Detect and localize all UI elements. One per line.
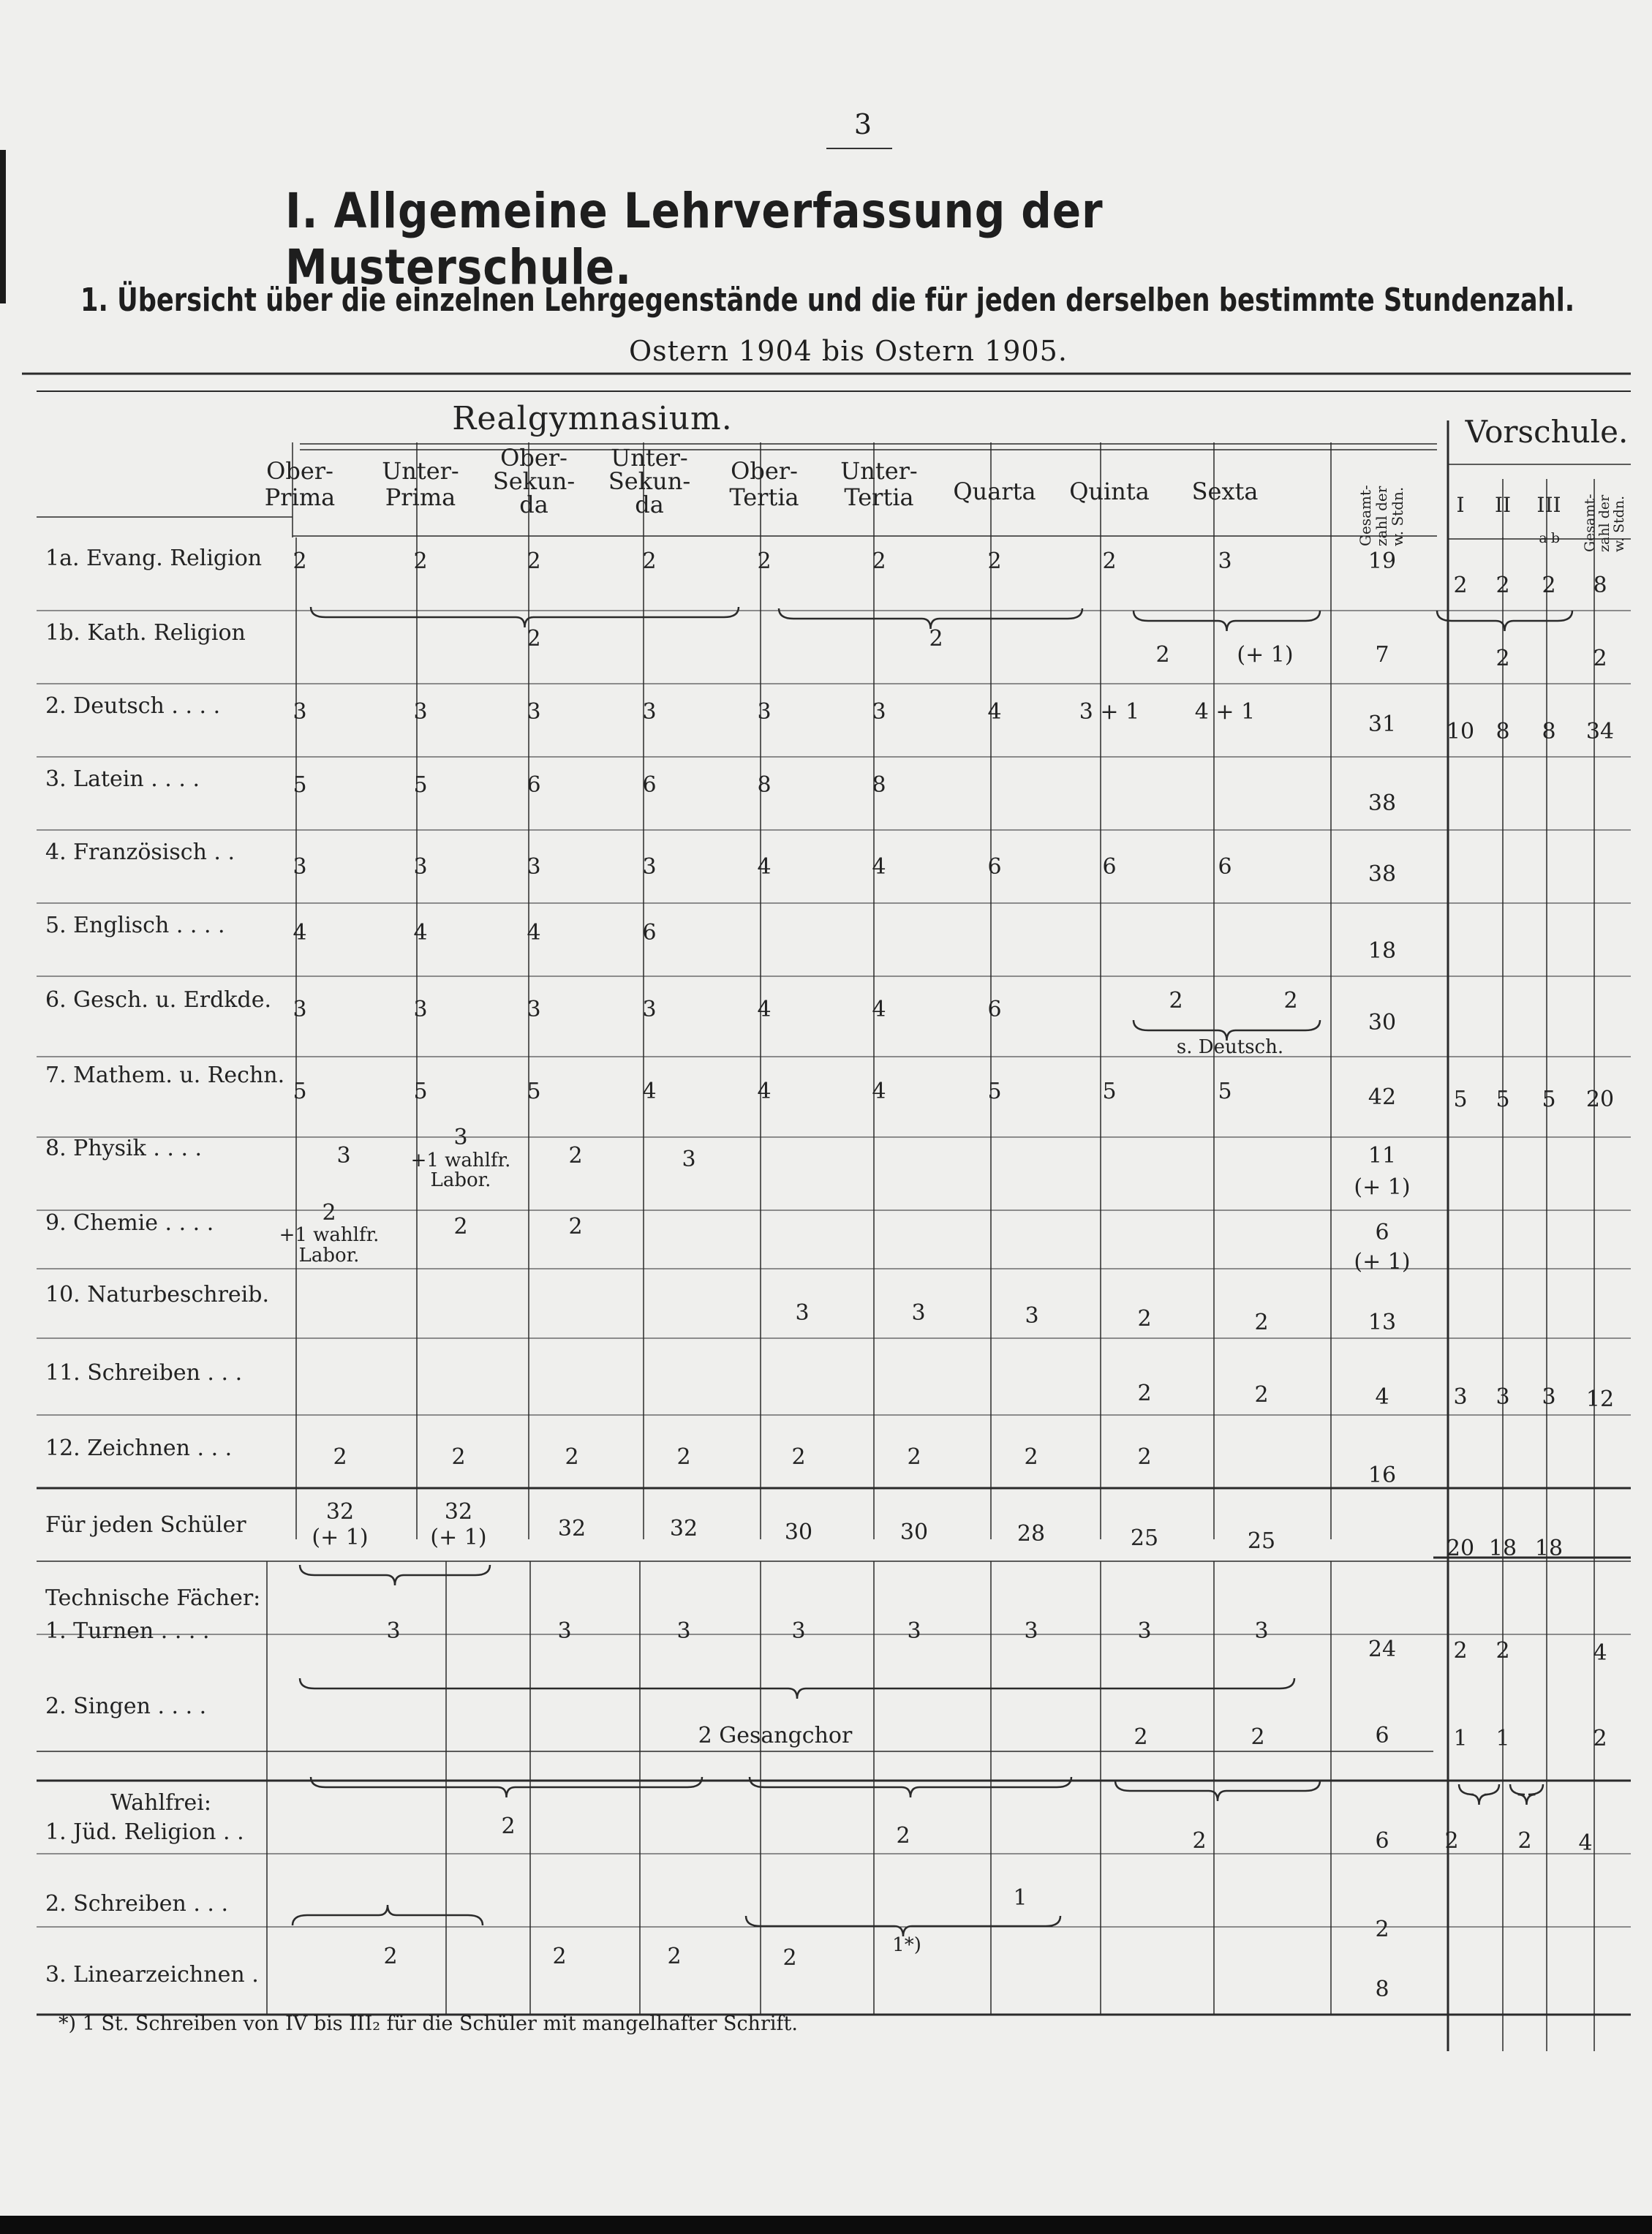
cell-r1a-13: 8 <box>1593 573 1607 598</box>
cell-r12-1: 2 <box>451 1444 466 1470</box>
cell-total-5: 32 <box>669 1516 698 1541</box>
page-number: 3 <box>853 108 872 140</box>
curriculum-table <box>22 369 1631 2051</box>
cell-jued-4: 2 <box>1444 1828 1459 1854</box>
cell-r1a-11: 2 <box>1496 573 1510 598</box>
cell-r11-1: 2 <box>1254 1382 1269 1408</box>
cell-r1b-6: 2 <box>1593 646 1607 671</box>
cell-r2-1: 3 <box>413 699 428 725</box>
brace-kath-middle <box>779 608 1082 629</box>
cell-r12-5: 2 <box>907 1444 921 1470</box>
col-header-5-0: Unter- <box>840 457 918 485</box>
cell-r4-4: 4 <box>757 854 772 880</box>
cell-r2-5: 3 <box>872 699 886 725</box>
cell-r11-2: 4 <box>1375 1384 1389 1410</box>
cell-r1a-10: 2 <box>1453 573 1468 598</box>
cell-singen-1: 2 <box>1134 1724 1148 1750</box>
vs-col-II: II <box>1494 493 1512 517</box>
cell-r3-3: 6 <box>642 772 657 798</box>
cell-r8-0: 3 <box>336 1143 351 1169</box>
cell-r11-5: 3 <box>1542 1384 1556 1410</box>
cell-turnen-5: 3 <box>1024 1618 1038 1644</box>
cell-r2-12: 8 <box>1542 719 1556 744</box>
cell-r1a-4: 2 <box>757 548 772 574</box>
cell-linear-3: 2 <box>782 1945 797 1971</box>
cell-r7-3: 4 <box>642 1079 657 1104</box>
cell-r8-5: 3 <box>682 1147 696 1172</box>
row-label-jued: 1. Jüd. Religion . . <box>45 1819 244 1845</box>
cell-r12-8: 16 <box>1368 1463 1397 1488</box>
cell-r10-3: 2 <box>1137 1306 1152 1332</box>
cell-r2-0: 3 <box>293 699 307 725</box>
cell-r8-6: 11 <box>1368 1143 1397 1169</box>
cell-turnen-3: 3 <box>791 1618 806 1644</box>
cell-total-7: 30 <box>899 1520 929 1545</box>
cell-schreiben-2: 2 <box>1375 1917 1389 1942</box>
brace-kath-lower <box>1134 611 1320 631</box>
cell-r12-4: 2 <box>791 1444 806 1470</box>
cell-turnen-11: 4 <box>1593 1640 1607 1666</box>
cell-r7-11: 5 <box>1496 1087 1510 1112</box>
cell-total-9: 25 <box>1130 1525 1159 1551</box>
col-header-4-0: Ober- <box>731 457 798 485</box>
cell-r1a-8: 3 <box>1218 548 1232 574</box>
cell-r8-4: 2 <box>568 1143 583 1169</box>
vs-total-header-line-1: Gesamt- <box>1582 494 1598 552</box>
cell-r1b-4: 7 <box>1375 642 1389 668</box>
cell-turnen-6: 3 <box>1137 1618 1152 1644</box>
cell-total-1: (+ 1) <box>312 1525 369 1550</box>
cell-r4-9: 38 <box>1368 861 1397 887</box>
cell-r6-8: 2 <box>1283 988 1298 1014</box>
cell-r1b-0: 2 <box>527 626 541 652</box>
cell-r7-8: 5 <box>1218 1079 1232 1104</box>
cell-r1b-3: (+ 1) <box>1237 642 1294 668</box>
cell-r11-4: 3 <box>1496 1384 1510 1410</box>
row-label-total: Für jeden Schüler <box>45 1512 246 1538</box>
cell-r2-4: 3 <box>757 699 772 725</box>
cell-r7-2: 5 <box>527 1079 541 1104</box>
cell-r12-2: 2 <box>565 1444 579 1470</box>
school-year-period: Ostern 1904 bis Ostern 1905. <box>629 335 1068 367</box>
row-label-r11: 11. Schreiben . . . <box>45 1360 243 1386</box>
cell-r6-6: 6 <box>987 997 1002 1022</box>
cell-singen-6: 2 <box>1593 1726 1607 1751</box>
col-header-5-1: Tertia <box>844 483 914 511</box>
cell-r4-0: 3 <box>293 854 307 880</box>
total-header-line-3: w. Stdn. <box>1389 486 1406 546</box>
col-header-1-0: Unter- <box>382 457 459 485</box>
binding-edge <box>0 150 6 303</box>
cell-r6-5: 4 <box>872 997 886 1022</box>
cell-r3-5: 8 <box>872 772 886 798</box>
column-headers <box>265 444 1259 518</box>
cell-r7-6: 5 <box>987 1079 1002 1104</box>
cell-r9-3: 2 <box>453 1214 468 1239</box>
cell-jued-0: 2 <box>501 1814 516 1839</box>
cell-total-11: 20 <box>1446 1536 1475 1561</box>
brace-jued-lower <box>1115 1781 1320 1801</box>
cell-turnen-1: 3 <box>557 1618 572 1644</box>
cell-singen-5: 1 <box>1496 1726 1510 1751</box>
row-label-r8: 8. Physik . . . . <box>45 1136 203 1161</box>
row-label-r6: 6. Gesch. u. Erdkde. <box>45 987 271 1013</box>
cell-r7-7: 5 <box>1102 1079 1117 1104</box>
col-header-0-0: Ober- <box>266 457 333 485</box>
cell-r12-6: 2 <box>1024 1444 1038 1470</box>
cell-r6-7: 2 <box>1169 988 1183 1014</box>
row-label-r10: 10. Naturbeschreib. <box>45 1282 270 1307</box>
vs-col-I: I <box>1456 493 1465 517</box>
cell-r4-5: 4 <box>872 854 886 880</box>
cell-r3-6: 38 <box>1368 790 1397 816</box>
vs-total-header-line-2: zahl der <box>1596 494 1613 552</box>
vs-col-III-b: b <box>1550 530 1561 546</box>
cell-r4-6: 6 <box>987 854 1002 880</box>
total-header-line-2: zahl der <box>1373 486 1390 546</box>
cell-r1a-12: 2 <box>1542 573 1556 598</box>
cell-jued-6: 4 <box>1578 1830 1593 1856</box>
cell-r7-12: 5 <box>1542 1087 1556 1112</box>
cell-r7-0: 5 <box>293 1079 307 1104</box>
cell-r1a-3: 2 <box>642 548 657 574</box>
col-header-3-1: Sekun- <box>608 467 691 495</box>
row-label-r5: 5. Englisch . . . . <box>45 913 225 938</box>
cell-linear-1: 2 <box>552 1944 567 1969</box>
cell-r4-7: 6 <box>1102 854 1117 880</box>
row-label-r4: 4. Französisch . . <box>45 839 235 865</box>
row-label-turnen: 1. Turnen . . . . <box>45 1618 210 1644</box>
cell-total-6: 30 <box>784 1520 813 1545</box>
row-label-r7: 7. Mathem. u. Rechn. <box>45 1063 285 1088</box>
cell-r1b-2: 2 <box>1155 642 1170 668</box>
cell-r3-2: 6 <box>527 772 541 798</box>
cell-r4-3: 3 <box>642 854 657 880</box>
cell-r1a-1: 2 <box>413 548 428 574</box>
row-label-linear: 3. Linearzeichnen . <box>45 1962 259 1988</box>
cell-r2-11: 8 <box>1496 719 1510 744</box>
cell-r1a-6: 2 <box>987 548 1002 574</box>
cell-r9-0: 2 <box>322 1200 336 1226</box>
cell-total-12: 18 <box>1488 1536 1517 1561</box>
brace-kath-upper <box>311 607 739 627</box>
total-header-line-1: Gesamt- <box>1357 485 1374 546</box>
col-header-8-0: Sexta <box>1191 478 1259 505</box>
cell-total-13: 18 <box>1534 1536 1564 1561</box>
cell-turnen-0: 3 <box>386 1618 401 1644</box>
cell-r10-2: 3 <box>1025 1303 1039 1329</box>
cell-r10-0: 3 <box>795 1300 810 1326</box>
cell-r5-4: 18 <box>1368 938 1397 964</box>
cell-r3-1: 5 <box>413 772 428 798</box>
col-header-3-2: da <box>635 491 664 518</box>
row-label-r1a: 1a. Evang. Religion <box>45 546 263 571</box>
cell-r6-10: 30 <box>1368 1010 1397 1035</box>
page-number-rule <box>826 148 892 149</box>
brace-gesch <box>1134 1020 1320 1041</box>
cell-total-4: 32 <box>557 1516 587 1541</box>
cell-r12-3: 2 <box>676 1444 691 1470</box>
cell-r1a-9: 19 <box>1368 548 1397 574</box>
row-label-r3: 3. Latein . . . . <box>45 766 200 792</box>
cell-r9-2: Labor. <box>298 1245 360 1267</box>
cell-singen-2: 2 <box>1251 1724 1265 1750</box>
col-header-3-0: Unter- <box>611 444 688 472</box>
cell-r11-3: 3 <box>1453 1384 1468 1410</box>
cell-r8-7: (+ 1) <box>1354 1174 1411 1200</box>
table-grid <box>22 374 1631 2051</box>
vs-total-header-line-3: w. Stdn. <box>1611 495 1627 552</box>
cell-schreiben-1: 1*) <box>892 1934 921 1956</box>
cell-r2-6: 4 <box>987 699 1002 725</box>
cell-r5-3: 6 <box>642 920 657 946</box>
group-realgymnasium: Realgymnasium. <box>452 400 733 437</box>
cell-r1a-0: 2 <box>293 548 307 574</box>
cell-r1a-7: 2 <box>1102 548 1117 574</box>
footnote: *) 1 St. Schreiben von IV bis III₂ für die Schüler mit mangelhafter Schrift. <box>59 2012 798 2035</box>
cell-r7-1: 5 <box>413 1079 428 1104</box>
cell-r7-9: 42 <box>1368 1084 1397 1110</box>
cell-r3-0: 5 <box>293 772 307 798</box>
cell-r12-7: 2 <box>1137 1444 1152 1470</box>
cell-r6-9: s. Deutsch. <box>1176 1036 1284 1058</box>
cell-singen-3: 6 <box>1375 1723 1389 1748</box>
cell-r9-1: +1 wahlfr. <box>279 1224 380 1246</box>
cell-total-3: (+ 1) <box>430 1525 487 1550</box>
cell-singen-0: 2 Gesangchor <box>698 1723 853 1748</box>
col-header-1-1: Prima <box>385 483 456 511</box>
optional-heading: Wahlfrei: <box>110 1790 211 1816</box>
cell-total-8: 28 <box>1017 1521 1046 1547</box>
cell-r3-4: 8 <box>757 772 772 798</box>
cell-turnen-2: 3 <box>676 1618 691 1644</box>
row-label-schreiben: 2. Schreiben . . . <box>45 1891 229 1917</box>
brace-singen <box>300 1678 1294 1699</box>
cell-r11-6: 12 <box>1585 1386 1615 1412</box>
cell-turnen-9: 2 <box>1453 1638 1468 1664</box>
scan-bottom-edge <box>0 2216 1652 2234</box>
cell-r7-10: 5 <box>1453 1087 1468 1112</box>
brace-linear <box>293 1905 483 1925</box>
cell-r6-2: 3 <box>527 997 541 1022</box>
row-label-r2: 2. Deutsch . . . . <box>45 693 221 719</box>
cell-r11-0: 2 <box>1137 1381 1152 1406</box>
cell-linear-2: 2 <box>667 1944 682 1969</box>
col-header-4-1: Tertia <box>729 483 799 511</box>
cell-r12-0: 2 <box>333 1444 347 1470</box>
cell-r10-5: 13 <box>1368 1310 1397 1335</box>
table-rows <box>45 546 1614 2002</box>
page-title: I. Allgemeine Lehrverfassung der Musterschule. <box>285 183 1104 295</box>
cell-r1b-1: 2 <box>929 626 943 652</box>
cell-turnen-4: 3 <box>907 1618 921 1644</box>
cell-r4-1: 3 <box>413 854 428 880</box>
cell-r5-1: 4 <box>413 920 428 946</box>
cell-total-0: 32 <box>325 1499 355 1525</box>
group-vorschule: Vorschule. <box>1465 414 1629 450</box>
row-label-singen: 2. Singen . . . . <box>45 1694 207 1719</box>
cell-r8-3: Labor. <box>430 1169 491 1191</box>
col-header-7-0: Quinta <box>1069 478 1150 505</box>
cell-jued-3: 6 <box>1375 1828 1389 1854</box>
tech-subjects-heading: Technische Fächer: <box>45 1585 261 1611</box>
cell-r7-13: 20 <box>1585 1087 1615 1112</box>
cell-r7-5: 4 <box>872 1079 886 1104</box>
cell-r2-9: 31 <box>1368 712 1397 737</box>
row-label-r12: 12. Zeichnen . . . <box>45 1435 233 1461</box>
col-header-6-0: Quarta <box>953 478 1036 505</box>
cell-r1a-2: 2 <box>527 548 541 574</box>
brace-schreiben <box>746 1916 1060 1936</box>
cell-r2-8: 4 + 1 <box>1194 699 1256 725</box>
cell-r6-1: 3 <box>413 997 428 1022</box>
cell-r10-1: 3 <box>911 1300 926 1326</box>
vs-col-III: III <box>1536 493 1561 517</box>
cell-r9-6: (+ 1) <box>1354 1249 1411 1275</box>
cell-r10-4: 2 <box>1254 1310 1269 1335</box>
cell-r4-2: 3 <box>527 854 541 880</box>
cell-linear-4: 8 <box>1375 1977 1389 2002</box>
col-header-2-2: da <box>519 491 548 518</box>
cell-r1a-5: 2 <box>872 548 886 574</box>
cell-r4-8: 6 <box>1218 854 1232 880</box>
cell-linear-0: 2 <box>383 1944 398 1969</box>
cell-r8-2: +1 wahlfr. <box>410 1150 511 1171</box>
col-header-2-1: Sekun- <box>492 467 576 495</box>
cell-r2-2: 3 <box>527 699 541 725</box>
cell-r7-4: 4 <box>757 1079 772 1104</box>
cell-r9-5: 6 <box>1375 1220 1389 1245</box>
cell-jued-5: 2 <box>1517 1828 1532 1854</box>
brace-jued-vs-2 <box>1510 1784 1543 1805</box>
cell-turnen-8: 24 <box>1368 1637 1397 1662</box>
brace-kath-vorschule <box>1437 611 1572 631</box>
cell-r6-4: 4 <box>757 997 772 1022</box>
cell-jued-1: 2 <box>896 1823 910 1849</box>
col-header-2-0: Ober- <box>500 444 567 472</box>
vs-col-III-a: a <box>1539 530 1547 546</box>
cell-r9-4: 2 <box>568 1214 583 1239</box>
cell-turnen-7: 3 <box>1254 1618 1269 1644</box>
brace-turnen <box>300 1565 490 1585</box>
row-label-r9: 9. Chemie . . . . <box>45 1210 214 1236</box>
cell-schreiben-0: 1 <box>1013 1885 1027 1911</box>
brace-jued-vs-1 <box>1459 1784 1499 1805</box>
cell-r2-10: 10 <box>1446 719 1475 744</box>
row-label-r1b: 1b. Kath. Religion <box>45 620 246 646</box>
cell-total-2: 32 <box>444 1499 473 1525</box>
section-subtitle: 1. Übersicht über die einzelnen Lehrgegenstände und die für jeden derselben bestimmte Stundenzahl. <box>80 282 1575 319</box>
cell-r2-7: 3 + 1 <box>1079 699 1140 725</box>
col-header-0-1: Prima <box>264 483 336 511</box>
cell-turnen-10: 2 <box>1496 1638 1510 1664</box>
cell-jued-2: 2 <box>1192 1828 1207 1854</box>
cell-r6-0: 3 <box>293 997 307 1022</box>
cell-r2-3: 3 <box>642 699 657 725</box>
cell-total-10: 25 <box>1247 1528 1276 1554</box>
cell-singen-4: 1 <box>1453 1726 1468 1751</box>
cell-r6-3: 3 <box>642 997 657 1022</box>
cell-r5-2: 4 <box>527 920 541 946</box>
cell-r2-13: 34 <box>1585 719 1615 744</box>
cell-r8-1: 3 <box>453 1125 468 1150</box>
cell-r5-0: 4 <box>293 920 307 946</box>
cell-r1b-5: 2 <box>1496 646 1510 671</box>
